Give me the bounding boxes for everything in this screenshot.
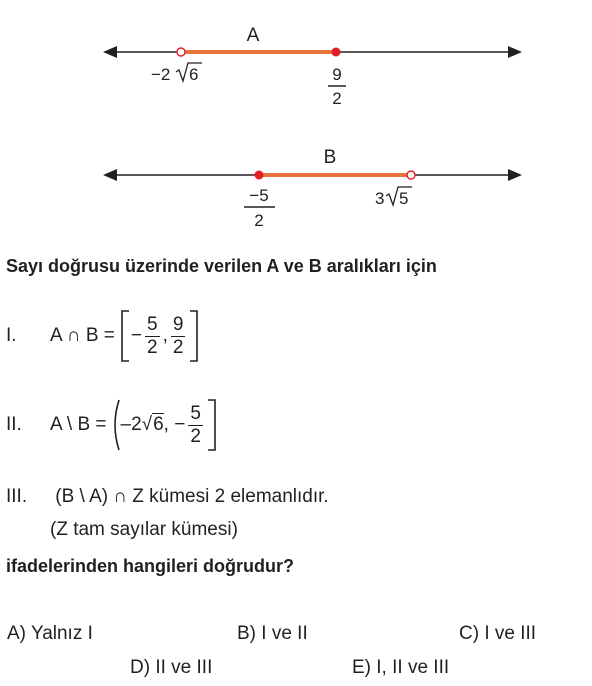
option-key: B) <box>237 623 256 644</box>
statement-3-note: (Z tam sayılar kümesi) <box>50 519 238 540</box>
number-line-a <box>103 25 522 108</box>
statement-1 <box>6 308 200 364</box>
fraction-upper-bound: $\frac{5}{2}$ <box>190 402 201 447</box>
statement-numeral: II. <box>6 414 22 435</box>
option-d[interactable] <box>130 657 212 679</box>
option-key: A) <box>7 623 26 644</box>
left-arrow-a <box>103 46 117 58</box>
left-arrow-b <box>103 169 117 181</box>
radicand: 6 <box>153 414 164 435</box>
minus-sign: − <box>130 325 142 346</box>
number-line-b <box>103 147 522 230</box>
open-endpoint-b <box>407 171 415 179</box>
right-square-bracket <box>206 397 218 453</box>
option-key: D) <box>130 657 151 678</box>
statement-3 <box>6 486 329 508</box>
option-a[interactable] <box>7 623 93 645</box>
right-arrow-b <box>508 169 522 181</box>
square-root: √6 <box>141 414 164 435</box>
left-square-bracket <box>119 308 131 364</box>
right-square-bracket <box>188 308 200 364</box>
option-text: I ve III <box>484 623 537 644</box>
interval-label-b: B <box>323 147 337 168</box>
right-endpoint-den-a: 2 <box>332 89 342 108</box>
interval-label-a: A <box>246 25 260 46</box>
right-arrow-a <box>508 46 522 58</box>
right-endpoint-num-a: 9 <box>332 65 342 84</box>
fraction-upper-bound: $\frac{9}{2}$ <box>172 313 184 358</box>
fraction-lower-bound: $\frac{5}{2}$ <box>147 313 158 358</box>
closed-endpoint-b <box>255 171 264 180</box>
option-text: I ve II <box>261 623 308 644</box>
option-c[interactable] <box>459 623 536 645</box>
left-parenthesis <box>111 397 121 453</box>
statement-numeral: I. <box>6 325 17 346</box>
right-endpoint-label-b: 3 <box>375 189 385 208</box>
statement-lhs: A \ B = <box>50 414 107 435</box>
comma-minus: , − <box>163 414 186 435</box>
left-endpoint-num-b: −5 <box>249 186 269 205</box>
comma: , <box>162 325 168 346</box>
statement-2 <box>6 397 218 453</box>
open-endpoint-a <box>177 48 185 56</box>
left-endpoint-den-b: 2 <box>254 211 264 230</box>
option-text: I, II ve III <box>376 657 450 678</box>
option-key: E) <box>352 657 371 678</box>
option-text: II ve III <box>155 657 213 678</box>
option-e[interactable] <box>352 657 449 679</box>
left-endpoint-label-a: −2 <box>151 65 171 84</box>
question-prompt: ifadelerinden hangileri doğrudur? <box>6 556 295 576</box>
number-line-figure <box>0 0 592 240</box>
statement-numeral: III. <box>6 486 28 507</box>
statement-text: (B \ A) ∩ Z kümesi 2 elemanlıdır. <box>55 486 329 507</box>
option-b[interactable] <box>237 623 308 645</box>
coefficient: –2 <box>120 414 142 435</box>
radicand: 5 <box>399 189 409 208</box>
closed-endpoint-a <box>332 48 341 57</box>
option-text: Yalnız I <box>30 623 93 644</box>
radicand: 6 <box>189 65 199 84</box>
statement-lhs: A ∩ B = <box>50 325 115 346</box>
option-key: C) <box>459 623 480 644</box>
question-intro: Sayı doğrusu üzerinde verilen A ve B aralıkları için <box>6 256 437 276</box>
